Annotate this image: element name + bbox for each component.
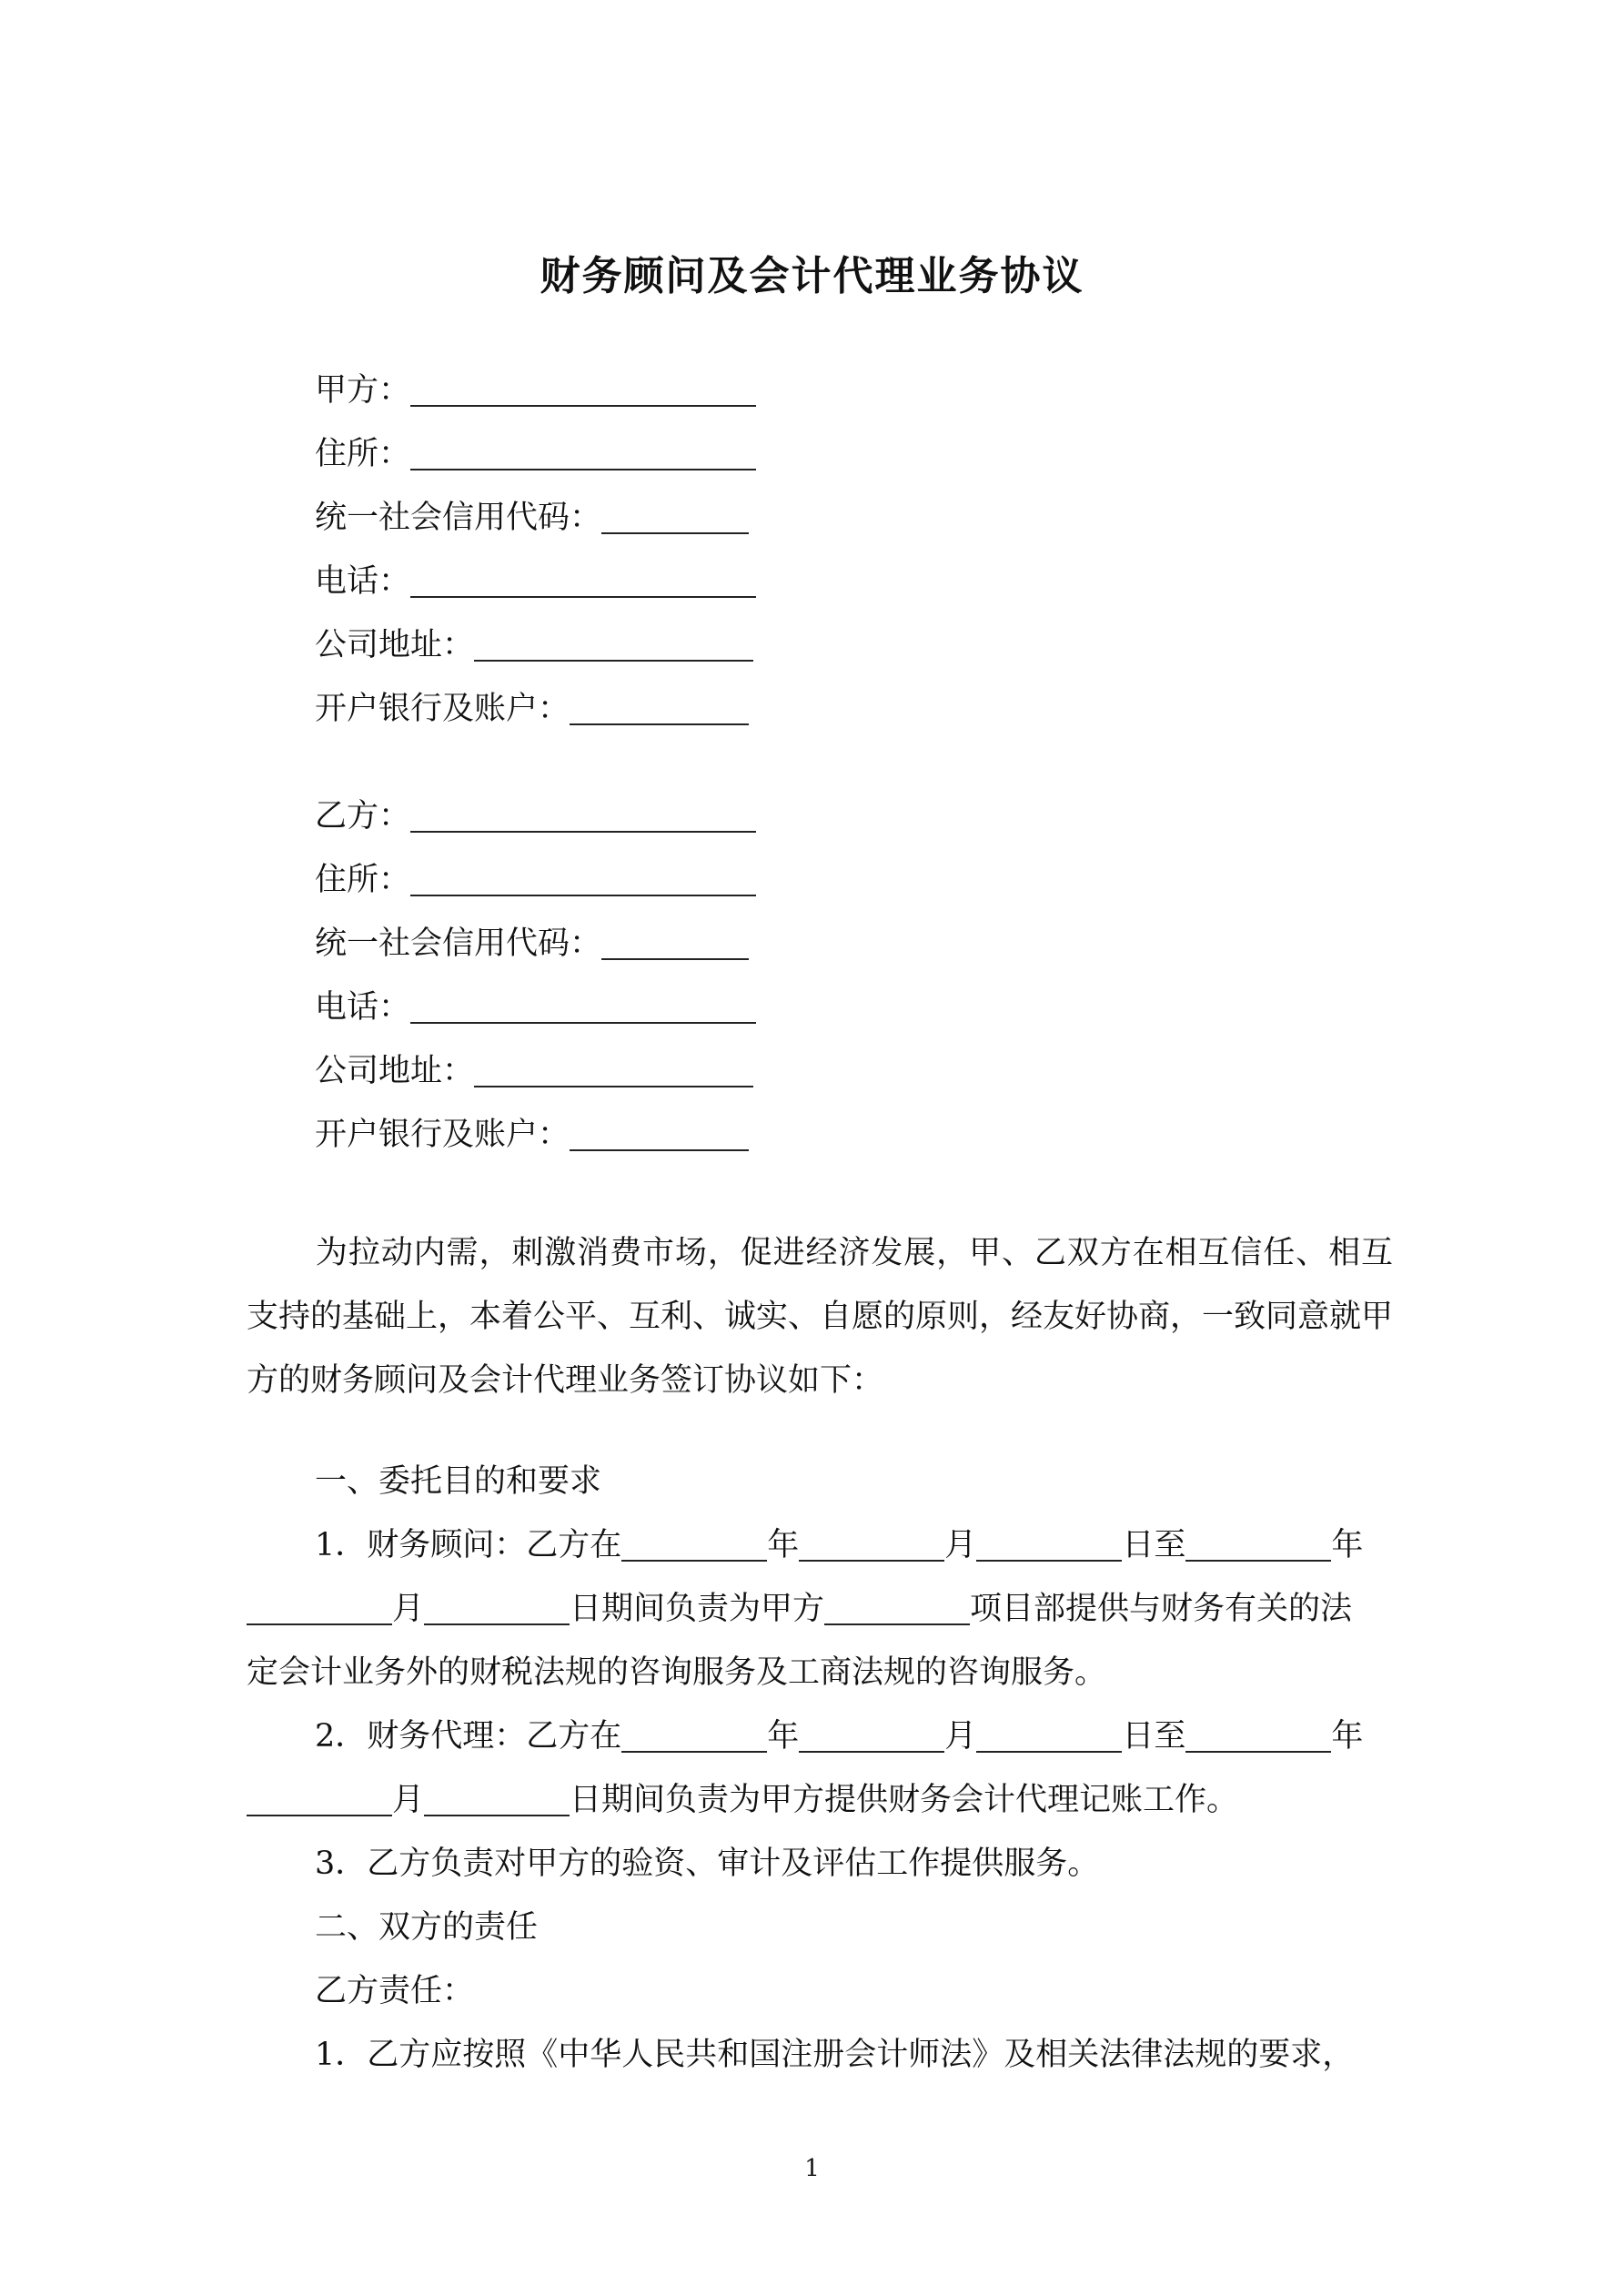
item2-prefix: 2．财务代理：乙方在 [315,1718,622,1755]
party-b-duty-heading: 乙方责任： [315,1973,475,2009]
item1-year2-label: 年 [1331,1527,1364,1563]
item1-end-day-blank [424,1593,570,1625]
party-b-residence-blank [410,864,756,896]
party-a-residence-field [315,431,756,477]
item1-project-blank [824,1593,970,1625]
party-b-bank-blank [570,1118,749,1151]
party-a-bank-blank [570,693,749,725]
item2-end-day-blank [424,1784,570,1816]
party-b-address-field [315,1048,753,1094]
party-b-bank-field [315,1112,749,1158]
item1-end-year-blank [1185,1529,1331,1562]
intro-paragraph [247,1221,1393,1412]
item2-suffix-text: 日期间负责为甲方提供财务会计代理记账工作。 [570,1782,1239,1818]
party-b-name-field [315,794,756,839]
item2-line1 [315,1714,1363,1759]
item1-month2-label: 月 [392,1591,425,1627]
item1-end-month-blank [247,1593,392,1625]
item1-year-label: 年 [767,1527,800,1563]
party-b-phone-blank [410,991,756,1024]
item1-period-text: 日期间负责为甲方 [570,1591,825,1627]
party-b-credit-code-blank [601,927,749,960]
section2-heading: 二、双方的责任 [315,1909,539,1946]
party-a-bank-label: 开户银行及账户： [315,691,570,727]
item2-month-label: 月 [944,1718,977,1755]
party-a-address-field [315,622,753,668]
party-b-name-blank [410,800,756,833]
item1-month-label: 月 [944,1527,977,1563]
item1-day-to-label: 日至 [1122,1527,1186,1563]
duty1-text: 1．乙方应按照《中华人民共和国注册会计师法》及相关法律法规的要求， [315,2037,1355,2073]
item2-line2 [247,1777,1238,1823]
section1-heading: 一、委托目的和要求 [315,1463,602,1500]
party-b-phone-field [315,985,756,1030]
party-b-residence-field [315,857,756,903]
party-a-credit-code-blank [601,501,749,534]
party-a-bank-field [315,686,749,732]
item1-line1 [315,1522,1363,1568]
item1-line2 [247,1586,1352,1632]
party-b-label: 乙方： [315,798,411,834]
party-a-address-label: 公司地址： [315,627,475,663]
document-title: 财务顾问及会计代理业务协议 [540,253,1084,299]
item2-end-year-blank [1185,1720,1331,1753]
party-b-bank-label: 开户银行及账户： [315,1117,570,1153]
party-a-credit-code-field [315,495,749,541]
party-b-address-blank [474,1055,753,1087]
item2-year2-label: 年 [1331,1718,1364,1755]
item1-start-year-blank [621,1529,767,1562]
item1-prefix: 1．财务顾问：乙方在 [315,1527,622,1563]
party-b-address-label: 公司地址： [315,1053,475,1089]
party-b-phone-label: 电话： [315,989,411,1026]
item1-suffix-text: 项目部提供与财务有关的法 [970,1591,1353,1627]
party-a-name-field [315,368,756,413]
party-b-residence-label: 住所： [315,862,411,898]
page-number: 1 [804,2155,820,2182]
party-a-credit-code-label: 统一社会信用代码： [315,500,602,536]
item1-start-day-blank [976,1529,1122,1562]
party-a-phone-field [315,559,756,604]
item3-text: 3．乙方负责对甲方的验资、审计及评估工作提供服务。 [315,1846,1100,1882]
party-a-residence-label: 住所： [315,436,411,472]
party-a-phone-label: 电话： [315,563,411,600]
item1-line3: 定会计业务外的财税法规的咨询服务及工商法规的咨询服务。 [247,1654,1107,1691]
intro-paragraph-text: 为拉动内需，刺激消费市场，促进经济发展，甲、乙双方在相互信任、相互支持的基础上，本着公平、互利、诚实、自愿的原则，经友好协商，一致同意就甲方的财务顾问及会计代理业务签订协议如下： [247,1235,1394,1399]
party-a-residence-blank [410,438,756,470]
item2-start-year-blank [621,1720,767,1753]
party-a-name-blank [410,374,756,407]
item2-day-to-label: 日至 [1122,1718,1186,1755]
party-a-phone-blank [410,565,756,598]
item2-start-day-blank [976,1720,1122,1753]
item2-month2-label: 月 [392,1782,425,1818]
party-a-address-blank [474,629,753,662]
item2-end-month-blank [247,1784,392,1816]
party-a-label: 甲方： [315,372,411,409]
item2-year-label: 年 [767,1718,800,1755]
party-b-credit-code-field [315,921,749,966]
item2-start-month-blank [799,1720,944,1753]
party-b-credit-code-label: 统一社会信用代码： [315,925,602,962]
item1-start-month-blank [799,1529,944,1562]
